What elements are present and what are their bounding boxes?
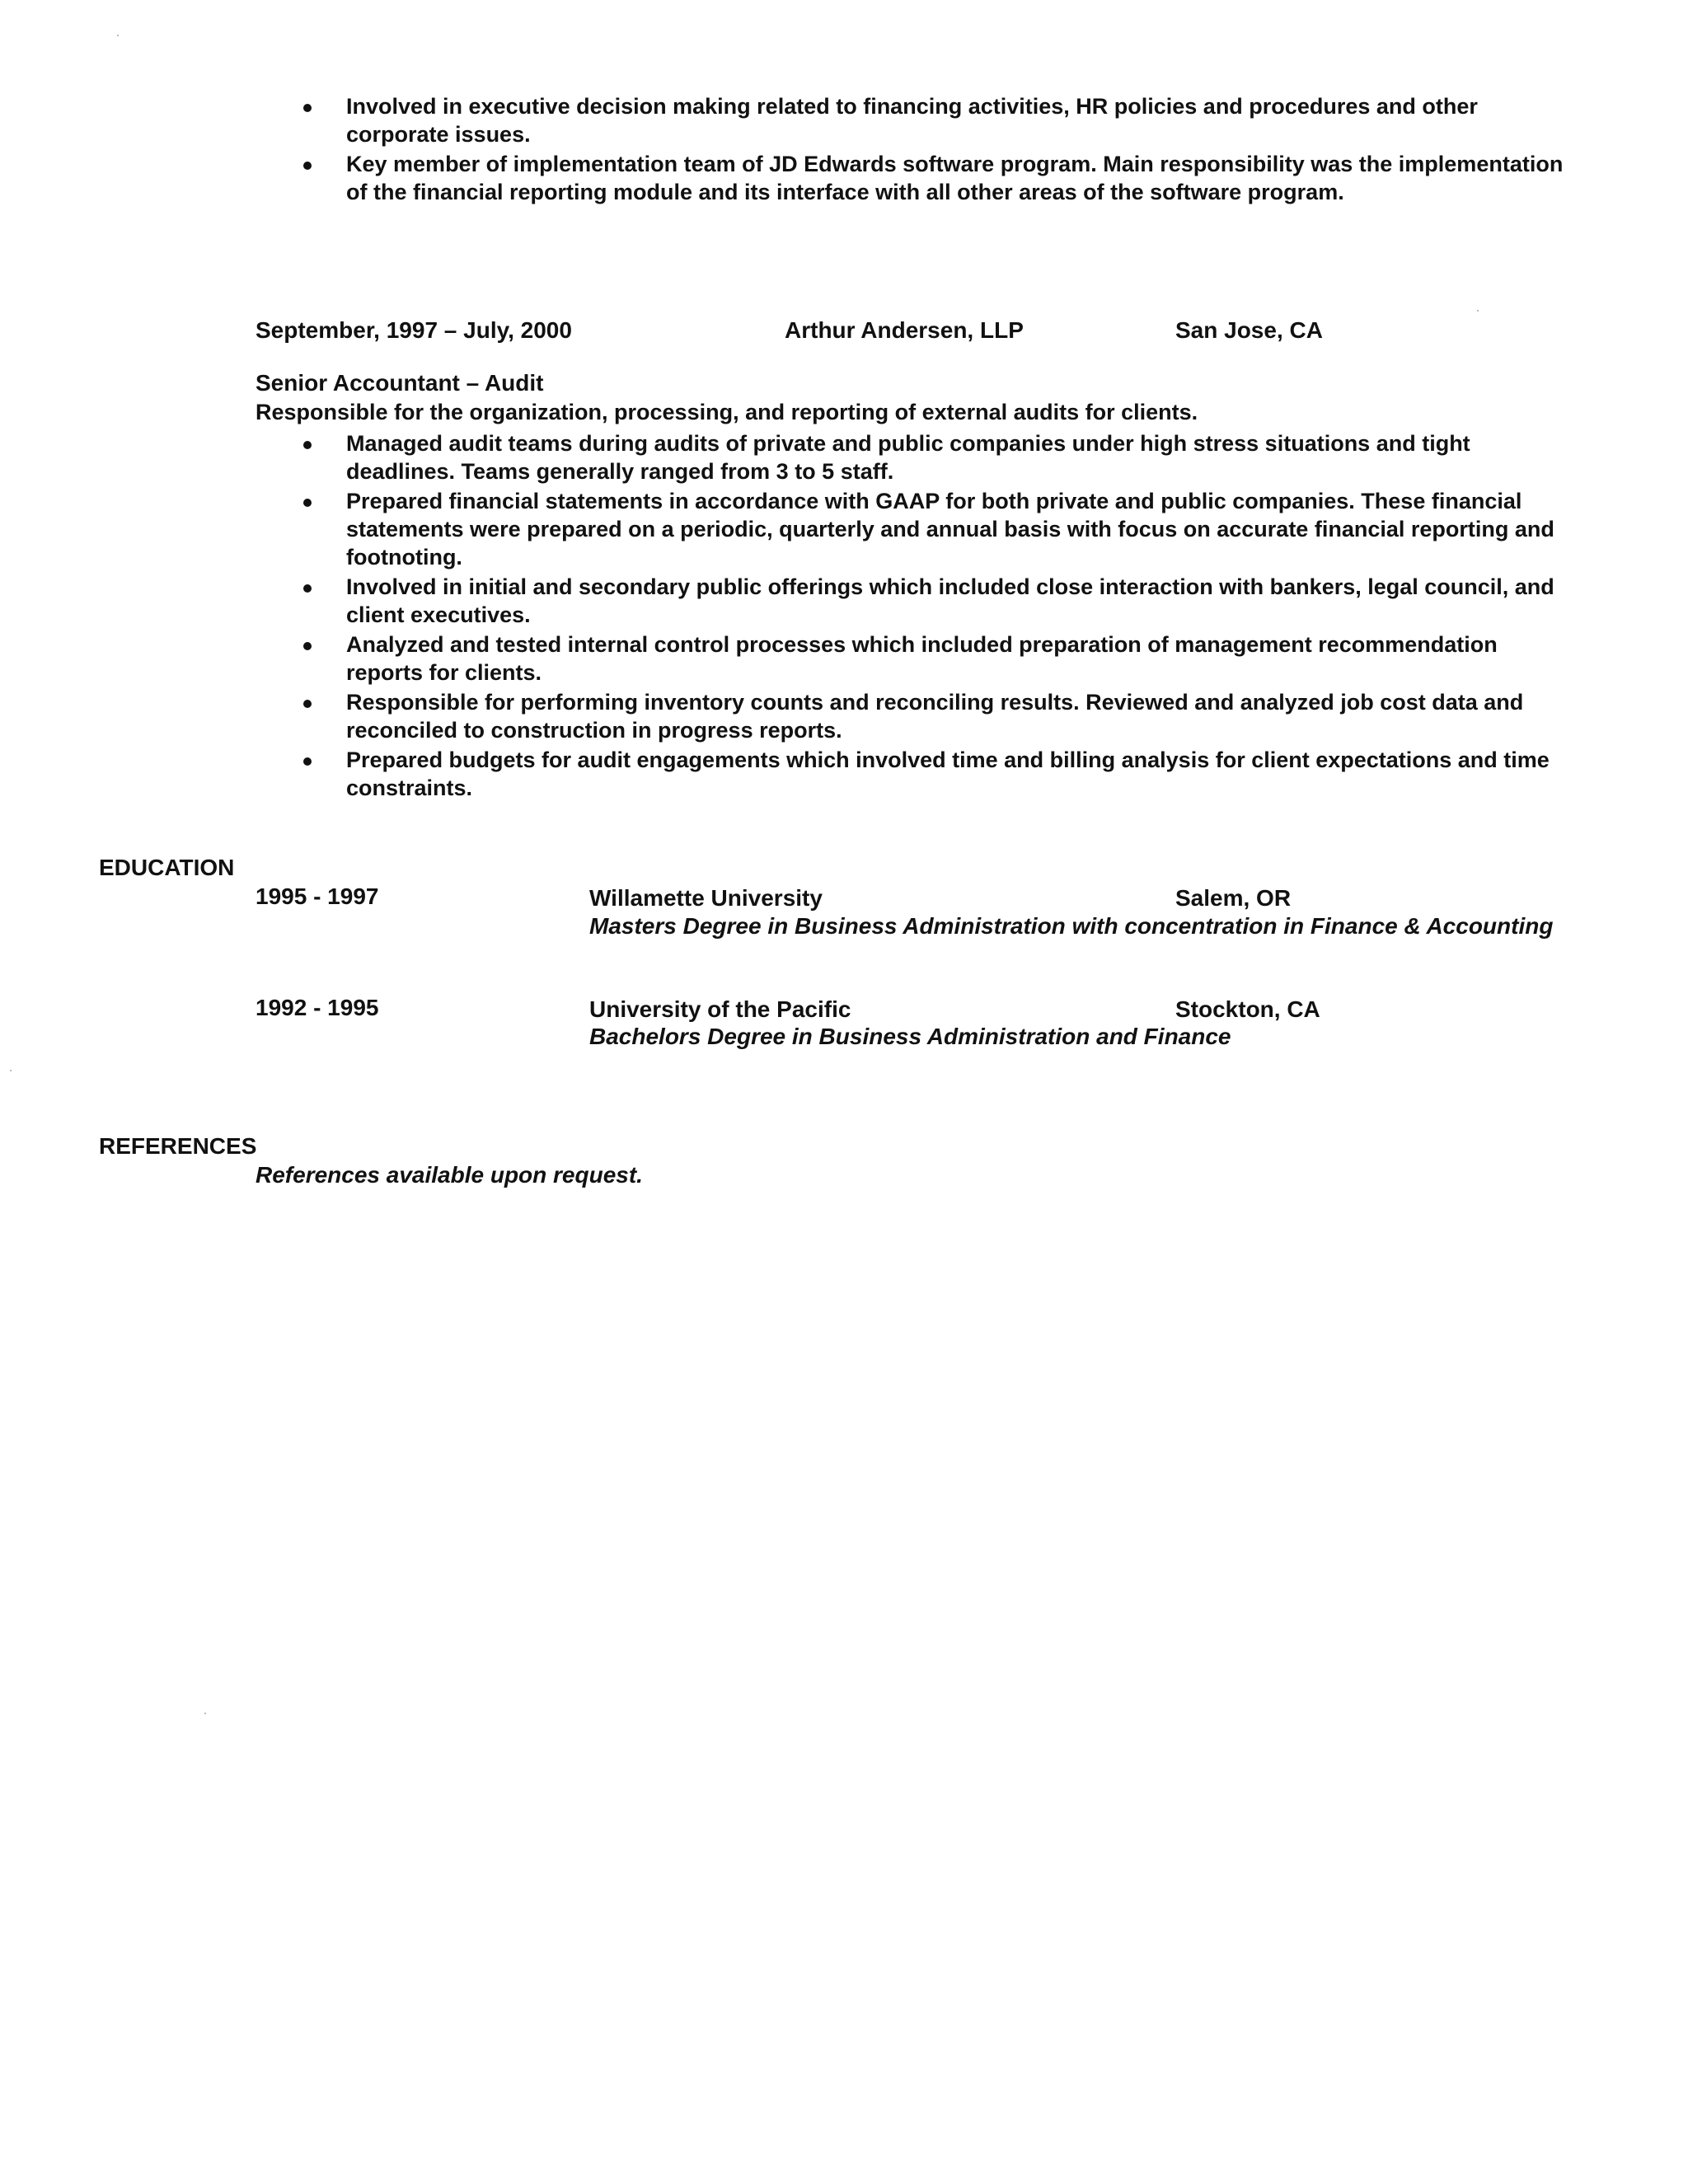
bullet-icon <box>303 700 312 708</box>
bullet-icon <box>303 441 312 449</box>
bullet-item: Prepared budgets for audit engagements which involved time and billing analysis for client expectations and time constraints. <box>346 746 1574 802</box>
bullet-item: Responsible for performing inventory counts and reconciling results. Reviewed and analyzed job cost data and reconciled to construction in progress reports. <box>346 688 1574 744</box>
job-bullets <box>346 429 1574 804</box>
education-location: Salem, OR <box>1175 885 1292 911</box>
references-heading: REFERENCES <box>99 1133 257 1159</box>
bullet-icon <box>303 162 312 170</box>
scan-speck <box>204 1713 206 1714</box>
bullet-item: Key member of implementation team of JD Edwards software program. Main responsibility was the implementation of the financial reporting module and its interface with all other areas of the software program. <box>346 150 1574 206</box>
bullet-icon <box>303 499 312 507</box>
bullet-item: Involved in initial and secondary public offerings which included close interaction with bankers, legal council, and client executives. <box>346 573 1574 629</box>
scan-speck <box>117 35 119 36</box>
education-years: 1995 - 1997 <box>256 883 379 909</box>
bullet-icon <box>303 757 312 766</box>
references-text: References available upon request. <box>256 1162 643 1188</box>
education-school: University of the Pacific <box>589 996 851 1022</box>
bullet-item: Involved in executive decision making related to financing activities, HR policies and procedures and other corporate issues. <box>346 92 1574 148</box>
previous-job-bullets <box>346 92 1574 208</box>
bullet-icon <box>303 104 312 112</box>
bullet-icon <box>303 642 312 650</box>
education-location: Stockton, CA <box>1175 996 1320 1022</box>
job-location: San Jose, CA <box>1175 317 1323 343</box>
job-summary: Responsible for the organization, processing, and reporting of external audits for clients. <box>256 400 1198 424</box>
education-heading: EDUCATION <box>99 855 235 880</box>
education-school: Willamette University <box>589 885 823 911</box>
education-degree: Masters Degree in Business Administration with concentration in Finance & Accounting <box>589 913 1554 939</box>
bullet-icon <box>303 584 312 593</box>
scan-speck <box>1477 310 1479 312</box>
bullet-item: Prepared financial statements in accordance with GAAP for both private and public companies. These financial statements were prepared on a periodic, quarterly and annual basis with focus on accurate financial reporting and footnoting. <box>346 487 1574 571</box>
bullet-item: Analyzed and tested internal control processes which included preparation of management recommendation reports for clients. <box>346 630 1574 687</box>
job-company: Arthur Andersen, LLP <box>785 317 1024 343</box>
job-dates: September, 1997 – July, 2000 <box>256 317 572 343</box>
education-years: 1992 - 1995 <box>256 995 379 1020</box>
job-title: Senior Accountant – Audit <box>256 370 544 396</box>
education-degree: Bachelors Degree in Business Administration and Finance <box>589 1024 1231 1049</box>
scan-speck <box>10 1070 12 1071</box>
bullet-item: Managed audit teams during audits of private and public companies under high stress situations and tight deadlines. Teams generally ranged from 3 to 5 staff. <box>346 429 1574 485</box>
